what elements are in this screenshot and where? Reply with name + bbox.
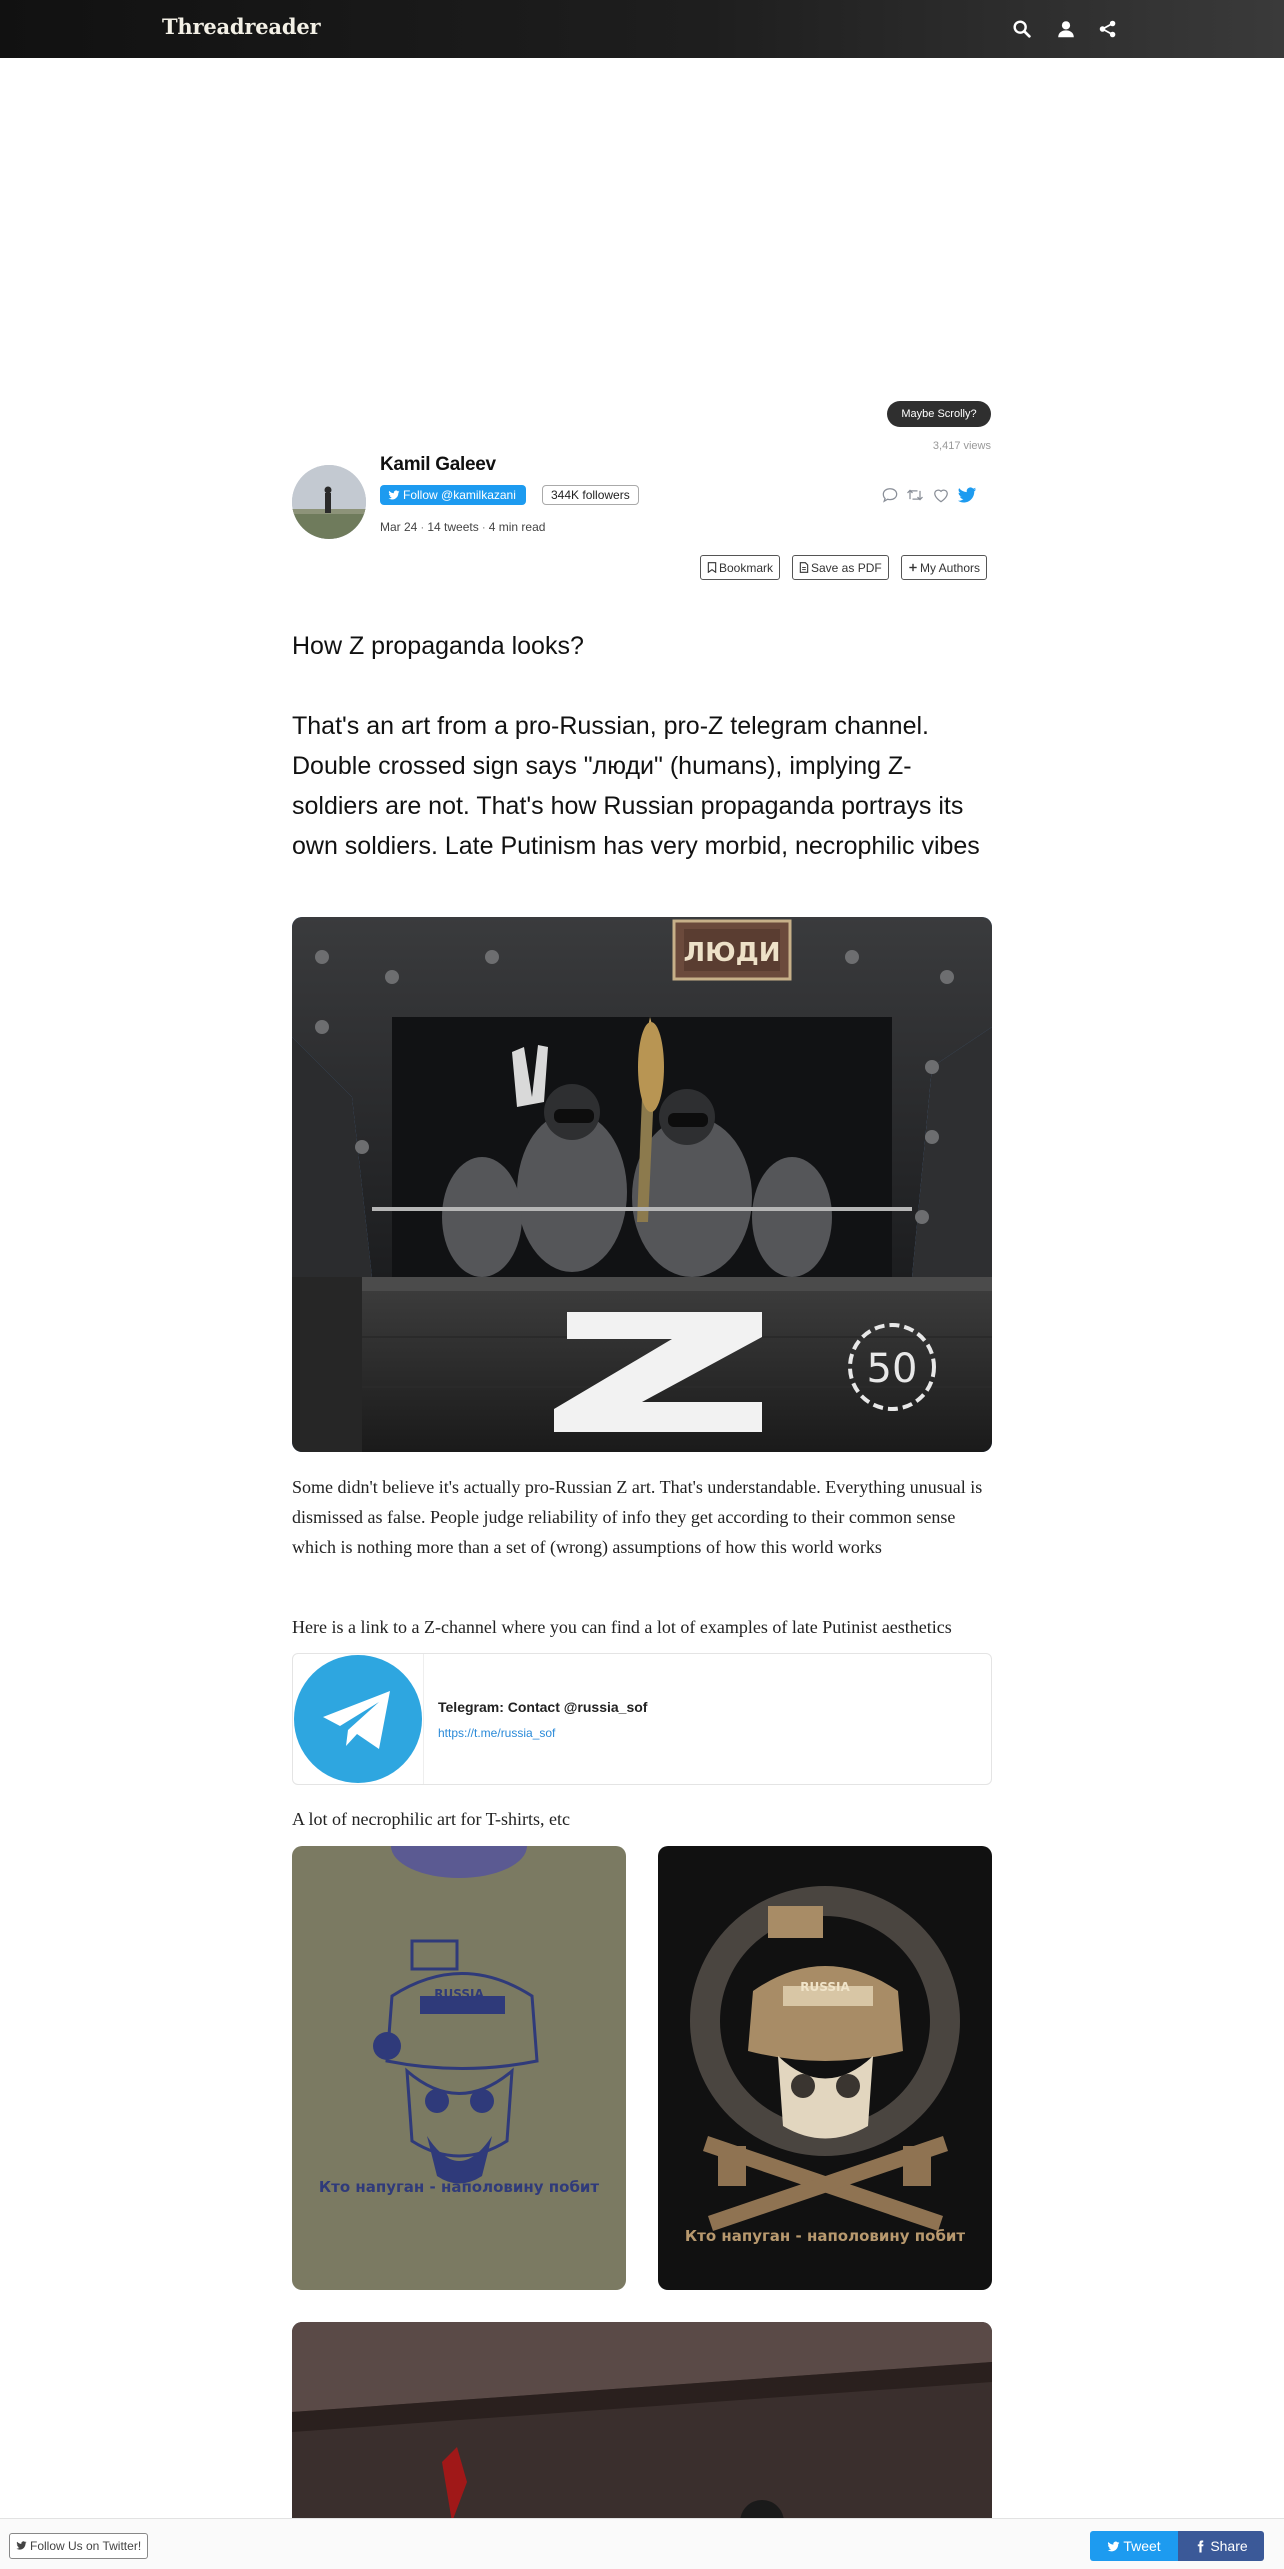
shirt-slogan-left: Кто напуган - наполовину побит [318, 2178, 600, 2196]
telegram-logo-icon [293, 1654, 424, 1784]
tweet-1-body: That's an art from a pro-Russian, pro-Z telegram channel. Double crossed sign says "люди" (humans), implying Z-soldiers are not. That's how Russian propaganda portrays its own soldiers. Late Putinism has very morbid, necrophilic vibes [292, 712, 980, 860]
reply-icon[interactable] [880, 485, 900, 505]
like-heart-icon[interactable] [931, 485, 951, 505]
tshirt-image-olive[interactable] [292, 1846, 626, 2290]
tweet-1-heading: How Z propaganda looks? [292, 632, 584, 660]
top-navbar [0, 0, 1284, 58]
bottom-share-bar [0, 2518, 1284, 2569]
maybe-scrolly-button[interactable]: Maybe Scrolly? [887, 401, 991, 427]
follow-us-on-twitter-button[interactable] [9, 2533, 148, 2559]
shirt-helmet-text-left: RUSSIA [434, 1987, 484, 2001]
twitter-bird-icon [388, 489, 400, 501]
retweet-icon[interactable] [905, 485, 925, 505]
thread-date[interactable]: Mar 24 [380, 520, 418, 534]
tweet-3-body: Here is a link to a Z-channel where you can find a lot of examples of late Putinist aesthetics [292, 1617, 952, 1637]
twitter-bird-icon [16, 2540, 27, 2551]
tweet-count: 14 tweets [427, 520, 479, 534]
shirt-slogan-right: Кто напуган - наполовину побит [684, 2227, 966, 2245]
follow-us-label: Follow Us on Twitter! [30, 2539, 142, 2553]
image-number-text: 50 [866, 1346, 918, 1392]
tweet-2-body: Some didn't believe it's actually pro-Russian Z art. That's understandable. Everything unusual is dismissed as false. People judge reliability of info they get according to their common sense which is nothing more than a set of (wrong) assumptions of how this world works [292, 1477, 983, 1557]
share-tweet-button[interactable] [1090, 2531, 1178, 2561]
link-card-url[interactable]: https://t.me/russia_sof [438, 1726, 556, 1740]
tshirt-image-black[interactable] [658, 1846, 992, 2290]
link-preview-card[interactable] [292, 1653, 992, 1785]
tweet-1-image[interactable] [292, 917, 992, 1452]
site-logo[interactable]: Threadreader [162, 14, 321, 39]
user-icon[interactable] [1055, 18, 1077, 40]
tweet-label: Tweet [1123, 2538, 1161, 2554]
author-avatar[interactable] [292, 465, 366, 539]
image-sign-text: ЛЮДИ [683, 938, 781, 968]
save-pdf-label: Save as PDF [811, 561, 882, 575]
author-name[interactable]: Kamil Galeev [380, 454, 496, 475]
search-icon[interactable] [1011, 18, 1033, 40]
follow-label: Follow @kamilkazani [403, 488, 516, 502]
bookmark-button[interactable] [700, 555, 780, 580]
share-label: Share [1210, 2538, 1248, 2554]
read-time: 4 min read [488, 520, 546, 534]
share-facebook-button[interactable] [1178, 2531, 1264, 2561]
link-card-title: Telegram: Contact @russia_sof [438, 1699, 648, 1715]
bookmark-icon [707, 562, 717, 573]
thread-meta: Mar 24 · 14 tweets · 4 min read [380, 520, 546, 534]
follow-author-button[interactable] [380, 485, 526, 505]
facebook-icon [1194, 2540, 1207, 2553]
twitter-bird-icon [1107, 2540, 1120, 2553]
shirt-helmet-text-right: RUSSIA [800, 1980, 850, 1994]
twitter-link-icon[interactable] [957, 485, 977, 505]
view-count: 3,417 views [932, 440, 991, 452]
my-authors-label: My Authors [920, 561, 981, 575]
save-as-pdf-button[interactable] [792, 555, 889, 580]
bookmark-label: Bookmark [719, 561, 774, 575]
share-icon[interactable] [1097, 18, 1119, 40]
my-authors-button[interactable] [901, 555, 987, 580]
tweet-4-body: A lot of necrophilic art for T-shirts, etc [292, 1809, 570, 1829]
followers-count-badge: 344K followers [542, 485, 639, 505]
plus-icon [908, 562, 918, 573]
document-icon [799, 562, 809, 573]
